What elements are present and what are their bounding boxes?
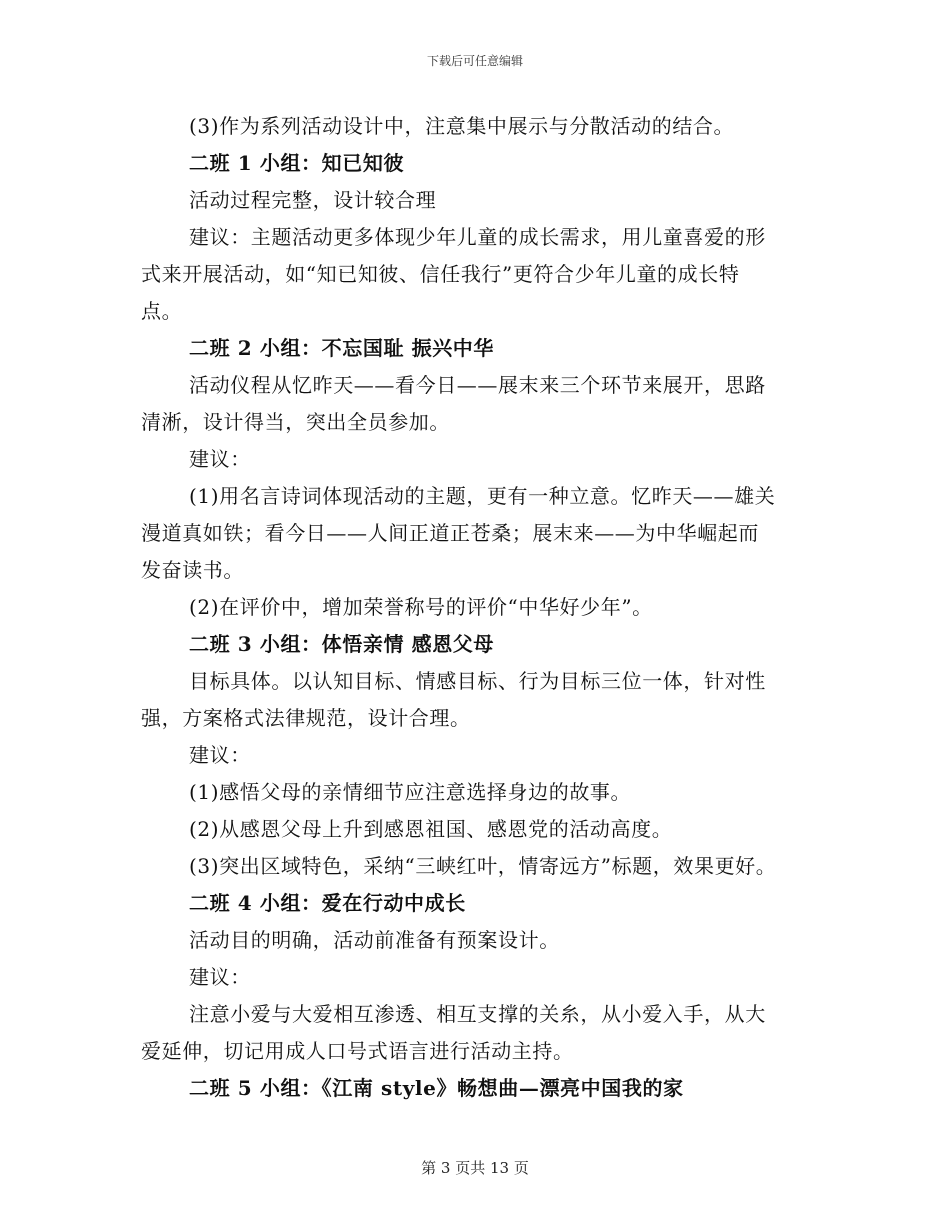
text-line: 建议： [189,447,251,471]
text-line: (1)感悟父母的亲情细节应注意选择身边的故事。 [189,780,632,804]
text-line: 建议： [189,965,251,989]
section-heading: 二班 2 小组：不忘国耻 振兴中华 [189,336,495,360]
text-line: (2)在评价中，增加荣誉称号的评价“中华好少年”。 [189,595,653,619]
page-footer: 第 3 页共 13 页 [421,1159,529,1177]
text-line: 式来开展活动，如“知已知彼、信任我行”更符合少年儿童的成长特 [141,262,740,286]
text-line: 清淅，设计得当，突出全员参加。 [141,410,450,434]
text-line: 点。 [141,299,183,323]
text-line: 建议：主题活动更多体现少年儿童的成长需求，用儿童喜爱的形 [189,225,766,249]
section-heading: 二班 4 小组：爱在行动中成长 [189,891,466,915]
text-line: (1)用名言诗词体现活动的主题，更有一种立意。忆昨天——雄关 [189,484,776,508]
section-heading: 二班 1 小组：知已知彼 [189,151,405,175]
text-line: 爱延伸，切记用成人口号式语言进行活动主持。 [141,1039,574,1063]
text-line: 漫道真如铁；看今日——人间正道正苍桑；展末来——为中华崛起而 [141,521,759,545]
text-line: 建议： [189,743,251,767]
page-header: 下载后可任意编辑 [426,54,523,68]
text-line: 强，方案格式法律规范，设计合理。 [141,706,471,730]
text-line: (3)突出区域特色，采纳“三峡红叶，情寄远方”标题，效果更好。 [189,854,777,878]
section-heading: 二班 3 小组：体悟亲情 感恩父母 [189,632,495,656]
text-line: 活动目的明确，活动前准备有预案设计。 [189,928,560,952]
section-heading: 二班 5 小组：《江南 style》畅想曲—漂亮中国我的家 [189,1076,684,1100]
document-body [141,108,831,1107]
text-line: (2)从感恩父母上升到感恩祖国、感恩党的活动高度。 [189,817,673,841]
text-line: 注意小爱与大爱相互渗透、相互支撑的关糸，从小爱入手，从大 [189,1002,766,1026]
text-line: 活动仪程从忆昨天——看今日——展末来三个环节来展开，思路 [189,373,766,397]
text-line: 目标具体。以认知目标、情感目标、行为目标三位一体，针对性 [189,669,766,693]
text-line: 活动过程完整，设计较合理 [189,188,437,212]
text-line: (3)作为系列活动设计中，注意集中展示与分散活动的结合。 [189,114,735,138]
text-line: 发奋读书。 [141,558,244,582]
